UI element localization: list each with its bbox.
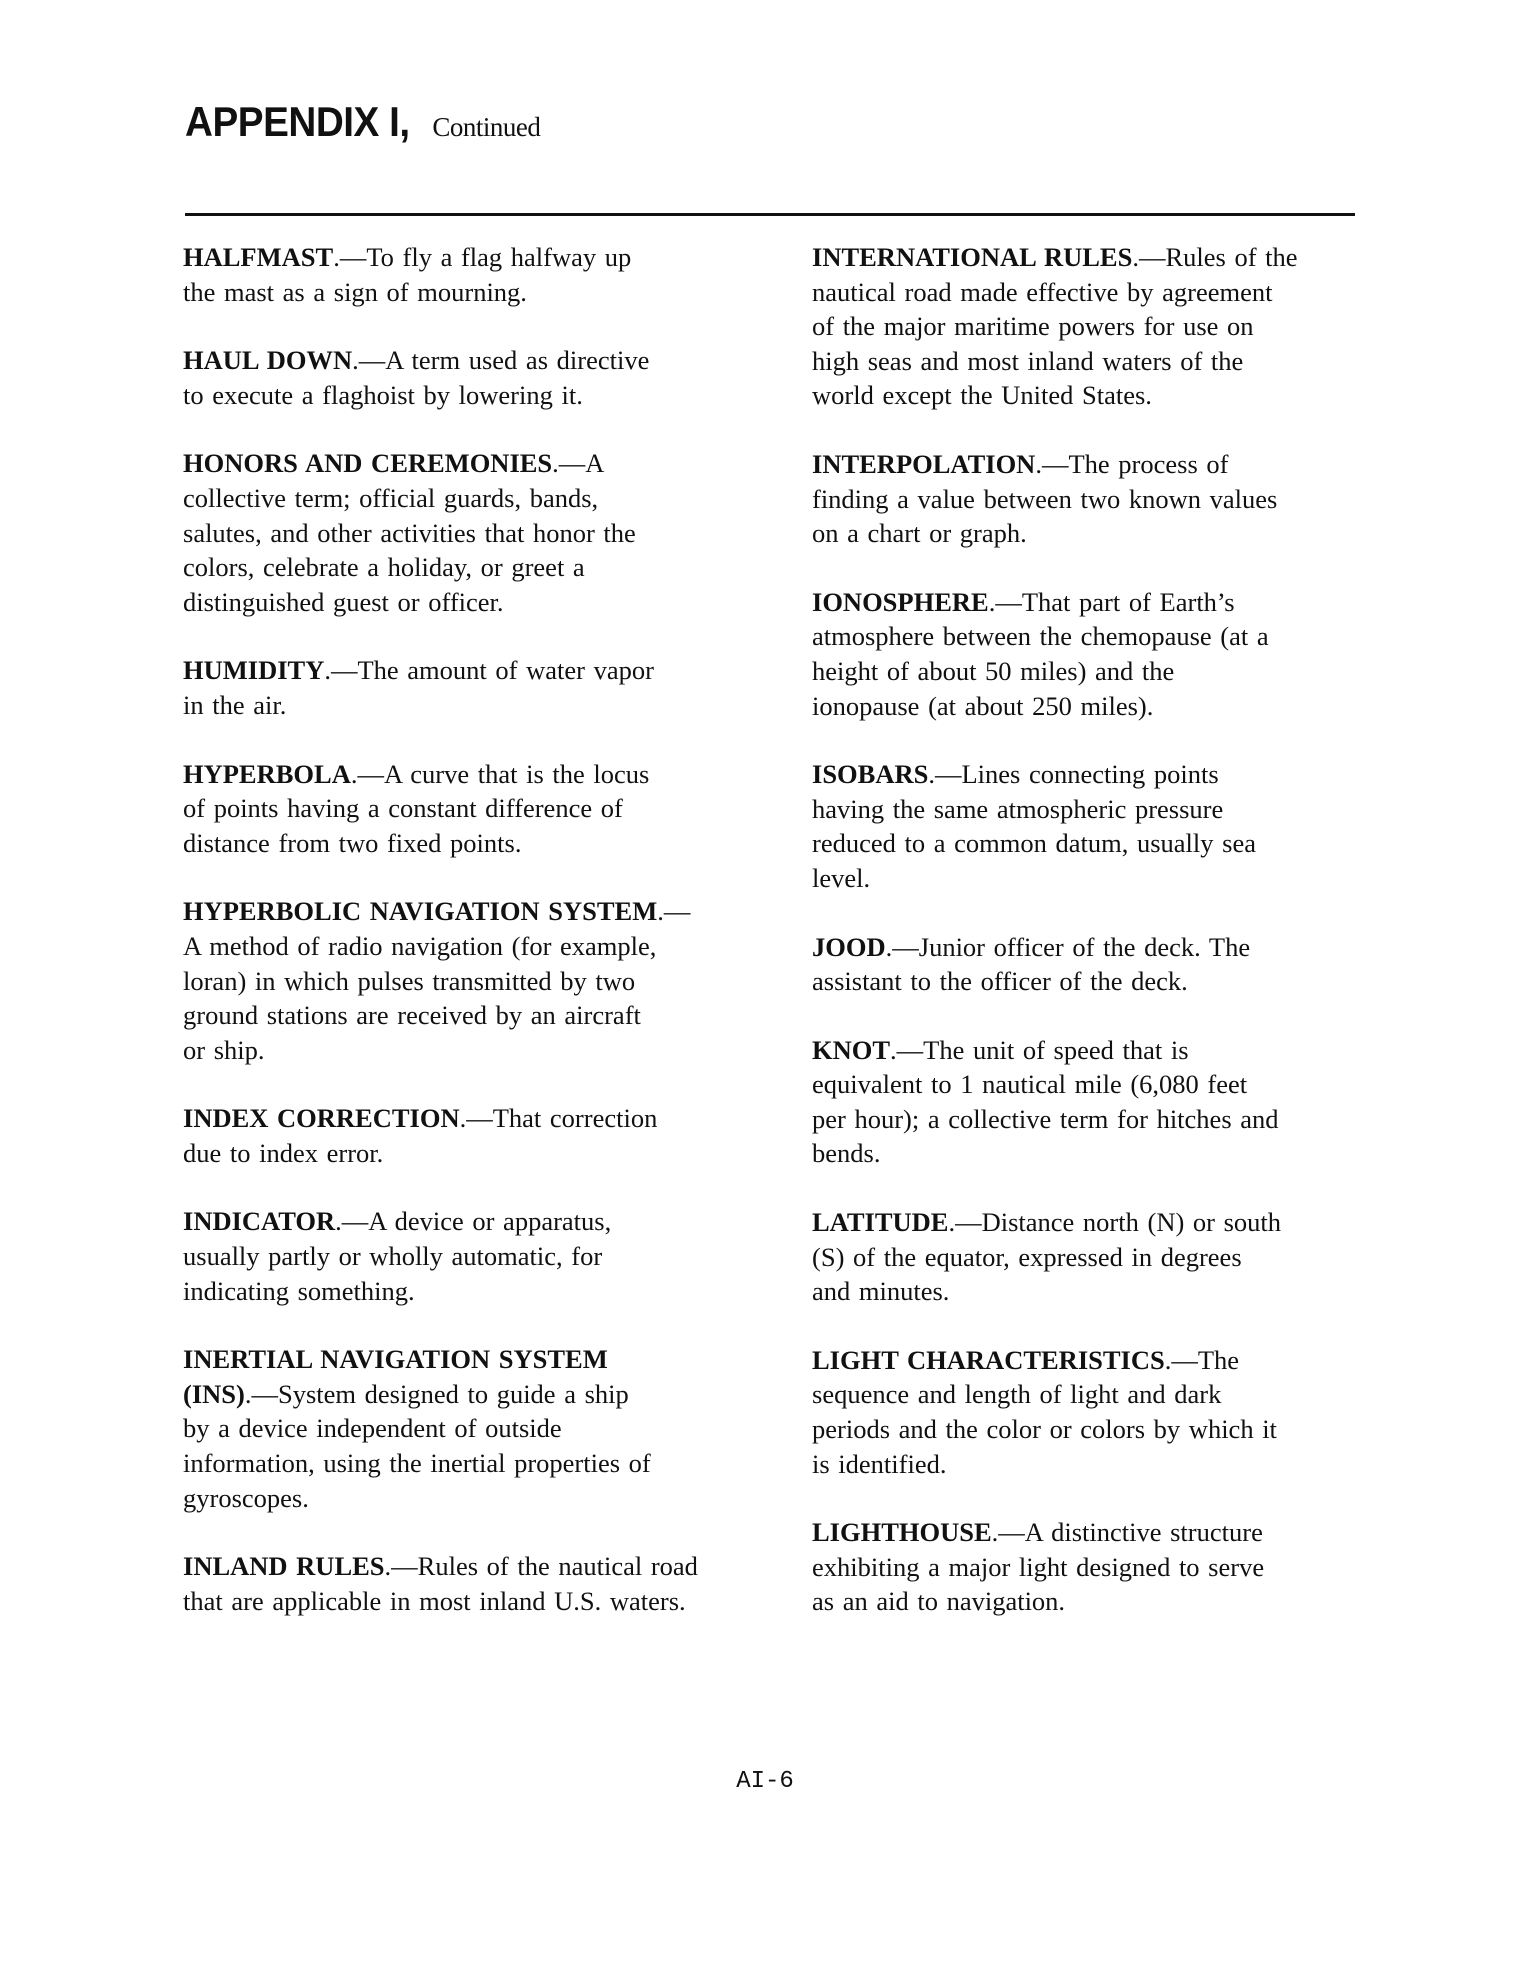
entry-line [812,619,1412,654]
entry-line [183,1584,783,1619]
entry-line [183,998,783,1033]
entry-line [183,1033,783,1068]
definition-text: level. [812,862,871,893]
entry-line [183,343,783,378]
entry-line [812,516,1412,551]
definition-text: A method of radio navigation (for example, [183,930,657,961]
appendix-heading: APPENDIX I, [185,98,410,145]
definition-text: .—A distinctive structure [991,1517,1263,1548]
entry-line [812,930,1412,965]
glossary-term: HYPERBOLIC NAVIGATION SYSTEM [183,896,658,927]
entry-line [812,1033,1412,1068]
glossary-entry [812,1205,1412,1309]
glossary-term: ISOBARS [812,759,929,790]
glossary-term: HYPERBOLA [183,758,351,789]
glossary-entry [812,240,1412,413]
glossary-term: INTERPOLATION [812,448,1036,479]
glossary-entry [812,585,1412,723]
entry-line [183,1549,783,1584]
definition-text: that are applicable in most inland U.S. waters. [183,1585,686,1616]
definition-text: nautical road made effective by agreement [812,276,1273,307]
entry-line [812,654,1412,689]
definition-text: .—Rules of the nautical road [384,1551,698,1582]
definition-text: reduced to a common datum, usually sea [812,828,1256,859]
glossary-entry [183,1101,783,1170]
entry-line [812,1274,1412,1309]
entry-line [812,447,1412,482]
glossary-term: KNOT [812,1034,891,1065]
entry-line [812,964,1412,999]
definition-text: is identified. [812,1448,947,1479]
glossary-term: HONORS AND CEREMONIES [183,448,553,479]
right-column [812,240,1412,1653]
definition-text: having the same atmospheric pressure [812,793,1224,824]
glossary-term: JOOD [812,931,886,962]
definition-text: height of about 50 miles) and the [812,655,1175,686]
glossary-entry [183,446,783,619]
entry-line [812,1102,1412,1137]
definition-text: .—The [1164,1344,1240,1375]
definition-text: to execute a flaghoist by lowering it. [183,379,583,410]
entry-line [812,757,1412,792]
entry-line [183,585,783,620]
definition-text: due to index error. [183,1137,384,1168]
entry-line [812,1515,1412,1550]
definition-text: .—To fly a flag halfway up [333,242,632,272]
entry-line [183,1204,783,1239]
entry-line [812,344,1412,379]
glossary-term: INTERNATIONAL RULES [812,242,1133,272]
definition-text: .—A curve that is the locus [350,758,650,789]
definition-text: exhibiting a major light designed to serve [812,1551,1265,1582]
entry-line [812,585,1412,620]
entry-line [812,1550,1412,1585]
entry-line [183,688,783,723]
entry-line [812,689,1412,724]
definition-text: of the major maritime powers for use on [812,311,1254,342]
definition-text: the mast as a sign of mourning. [183,276,527,307]
definition-text: .—A [552,448,605,479]
definition-text: as an aid to navigation. [812,1586,1066,1617]
glossary-term: HAUL DOWN [183,345,353,376]
definition-text: .—The amount of water vapor [324,655,654,686]
glossary-term: LATITUDE [812,1207,949,1238]
entry-line [183,757,783,792]
entry-line [183,1101,783,1136]
entry-line [812,275,1412,310]
definition-text: .—Rules of the [1132,242,1298,272]
entry-line [183,791,783,826]
definition-text: .—The unit of speed that is [890,1034,1189,1065]
glossary-term-abbrev: (INS) [183,1378,245,1409]
definition-text: indicating something. [183,1275,415,1306]
entry-line [183,240,783,275]
entry-line [812,1136,1412,1171]
glossary-entry [812,1033,1412,1171]
glossary-term: INDICATOR [183,1206,336,1237]
definition-text: collective term; official guards, bands, [183,482,599,513]
entry-line [183,826,783,861]
glossary-term: LIGHTHOUSE [812,1517,992,1548]
entry-line [183,1446,783,1481]
entry-line [183,1411,783,1446]
entry-line [183,1342,783,1377]
definition-text: or ship. [183,1034,265,1065]
entry-line [183,378,783,413]
glossary-entry [183,240,783,309]
glossary-entry [183,653,783,722]
definition-text: .—System designed to guide a ship [244,1378,629,1409]
page-title [185,98,540,146]
entry-line [812,1343,1412,1378]
entry-line [183,481,783,516]
entry-line [812,482,1412,517]
entry-line [812,861,1412,896]
definition-text: by a device independent of outside [183,1413,562,1444]
entry-line [812,378,1412,413]
glossary-term: INLAND RULES [183,1551,385,1582]
glossary-entry [183,1204,783,1308]
glossary-term: INERTIAL NAVIGATION SYSTEM [183,1344,608,1375]
definition-text: colors, celebrate a holiday, or greet a [183,552,585,583]
entry-line [812,826,1412,861]
glossary-term: HUMIDITY [183,655,325,686]
definition-text: (S) of the equator, expressed in degrees [812,1241,1242,1272]
definition-text: equivalent to 1 nautical mile (6,080 feet [812,1069,1248,1100]
definition-text: .—A device or apparatus, [335,1206,612,1237]
definition-text: high seas and most inland waters of the [812,345,1244,376]
entry-line [812,1584,1412,1619]
glossary-term: IONOSPHERE [812,586,989,617]
entry-line [183,929,783,964]
header-rule [185,213,1355,216]
entry-line [812,1205,1412,1240]
entry-line [183,1136,783,1171]
entry-line [812,240,1412,275]
entry-line [812,309,1412,344]
continued-label: Continued [432,112,541,142]
glossary-entry [183,343,783,412]
entry-line [183,516,783,551]
definition-text: periods and the color or colors by which it [812,1414,1277,1445]
entry-line [183,1239,783,1274]
glossary-entry [812,447,1412,551]
definition-text: .— [657,896,691,927]
glossary-entry [183,894,783,1067]
entry-line [183,894,783,929]
definition-text: per hour); a collective term for hitches and [812,1103,1279,1134]
page-number: AI-6 [736,1768,794,1795]
definition-text: ground stations are received by an aircraft [183,1000,641,1031]
definition-text: information, using the inertial properties of [183,1448,651,1479]
glossary-term: HALFMAST [183,242,334,272]
entry-line [812,1412,1412,1447]
glossary-entry [812,1343,1412,1481]
definition-text: .—The process of [1035,448,1229,479]
definition-text: gyroscopes. [183,1482,309,1513]
entry-line [183,550,783,585]
definition-text: sequence and length of light and dark [812,1379,1222,1410]
definition-text: .—Lines connecting points [928,759,1219,790]
glossary-entry [183,1342,783,1515]
glossary-entry [812,757,1412,895]
entry-line [183,1274,783,1309]
glossary-entry [812,930,1412,999]
definition-text: .—A term used as directive [352,345,650,376]
definition-text: .—Distance north (N) or south [948,1207,1282,1238]
definition-text: .—Junior officer of the deck. The [885,931,1251,962]
entry-line [183,964,783,999]
entry-line [812,1067,1412,1102]
definition-text: distance from two fixed points. [183,827,522,858]
definition-text: and minutes. [812,1276,950,1307]
definition-text: .—That part of Earth’s [988,586,1235,617]
left-column [183,240,783,1652]
definition-text: ionopause (at about 250 miles). [812,690,1154,721]
definition-text: salutes, and other activities that honor the [183,517,636,548]
entry-line [183,1481,783,1516]
glossary-entry [183,757,783,861]
glossary-entry [812,1515,1412,1619]
definition-text: in the air. [183,689,287,720]
entry-line [183,275,783,310]
glossary-term: INDEX CORRECTION [183,1103,460,1134]
glossary-entry [183,1549,783,1618]
entry-line [812,1447,1412,1482]
entry-line [183,653,783,688]
glossary-term: LIGHT CHARACTERISTICS [812,1344,1165,1375]
definition-text: usually partly or wholly automatic, for [183,1241,603,1272]
definition-text: bends. [812,1138,881,1169]
definition-text: loran) in which pulses transmitted by two [183,965,636,996]
definition-text: finding a value between two known values [812,483,1278,514]
definition-text: on a chart or graph. [812,518,1027,549]
entry-line [812,1240,1412,1275]
entry-line [183,1377,783,1412]
definition-text: .—That correction [459,1103,658,1134]
definition-text: assistant to the officer of the deck. [812,966,1188,997]
entry-line [183,446,783,481]
entry-line [812,792,1412,827]
definition-text: world except the United States. [812,380,1152,411]
definition-text: atmosphere between the chemopause (at a [812,621,1269,652]
definition-text: of points having a constant difference of [183,793,623,824]
entry-line [812,1377,1412,1412]
definition-text: distinguished guest or officer. [183,586,504,617]
